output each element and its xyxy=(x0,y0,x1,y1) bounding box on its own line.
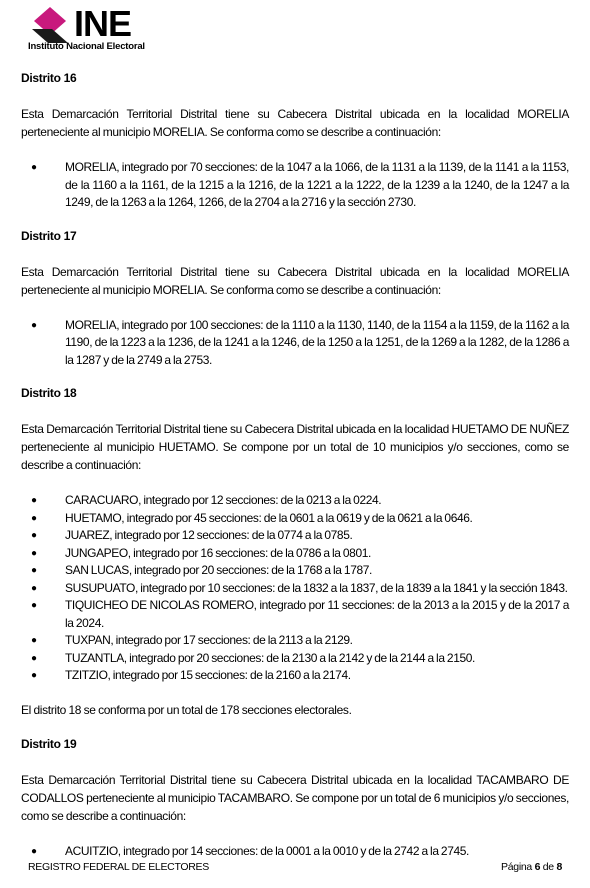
list-item: ● JUNGAPEO, integrado por 16 secciones: de la 0786 a la 0801. xyxy=(65,545,569,563)
district-heading: Distrito 17 xyxy=(21,228,77,243)
list-item: ● MORELIA, integrado por 100 secciones: de la 1110 a la 1130, 1140, de la 1154 a la 1159, de la 1162 a la 1190, de la 1223 a la 1236, de la 1241 a la 1246, de la 1250 a la 1251, de la 1269 a la 1282, de la 1286 a la 1287 y de la 2749 a la 2753. xyxy=(31,317,569,367)
district-municipality-list xyxy=(21,492,569,685)
logo-subtitle: Instituto Nacional Electoral xyxy=(28,41,145,52)
list-item: ● TUZANTLA, integrado por 20 secciones: de la 2130 a la 2142 y de la 2144 a la 2150. xyxy=(65,650,569,668)
list-item: ● ACUITZIO, integrado por 14 secciones: de la 0001 a la 0010 y de la 2742 a la 2745. xyxy=(65,843,569,861)
list-item: ● TUXPAN, integrado por 17 secciones: de la 2113 a la 2129. xyxy=(65,632,569,650)
bullet-icon: ● xyxy=(31,670,37,681)
district-heading: Distrito 18 xyxy=(21,386,77,400)
district-heading: Distrito 16 xyxy=(21,71,77,85)
bullet-icon: ● xyxy=(31,512,37,524)
list-item: ● HUETAMO, integrado por 45 secciones: de la 0601 a la 0619 y de la 0621 a la 0646. xyxy=(65,510,569,528)
district-closing: El distrito 18 se conforma por un total de 178 secciones electorales. xyxy=(21,702,352,717)
district-heading: Distrito 19 xyxy=(21,736,77,751)
bullet-icon: ● xyxy=(31,565,37,576)
bullet-icon: ● xyxy=(31,319,37,331)
logo-title: INE xyxy=(74,3,132,44)
list-item: ● TZITZIO, integrado por 15 secciones: de la 2160 a la 2174. xyxy=(65,667,569,685)
bullet-icon: ● xyxy=(31,547,37,559)
ine-emblem-icon xyxy=(28,5,76,45)
bullet-icon: ● xyxy=(31,652,37,664)
page-number: Página 6 de 8 xyxy=(501,861,562,873)
district-19-section xyxy=(21,735,569,861)
list-item: ● CARACUARO, integrado por 12 secciones: de la 0213 a la 0224. xyxy=(65,492,569,510)
list-item: ● JUAREZ, integrado por 12 secciones: de la 0774 a la 0785. xyxy=(65,527,569,545)
district-intro: Esta Demarcación Territorial Distrital tiene su Cabecera Distrital ubicada en la localidad MORELIA perteneciente al municipio MORELIA. Se conforma como se describe a continuación: xyxy=(21,107,569,139)
list-item: ● SAN LUCAS, integrado por 20 secciones: de la 1768 a la 1787. xyxy=(65,562,569,580)
district-17-section xyxy=(21,227,569,370)
bullet-icon: ● xyxy=(31,635,37,646)
ine-logo xyxy=(26,5,186,51)
list-item: ● MORELIA, integrado por 70 secciones: de la 1047 a la 1066, de la 1131 a la 1139, de la 1141 a la 1153, de la 1160 a la 1161, de la 1215 a la 1216, de la 1221 a la 1222, de la 1239 a la 1240, de la 1247 a la 1249, de la 1263 a la 1264, 1266, de la 2704 a la 2716 y la sección 2730. xyxy=(31,160,569,209)
district-intro: Esta Demarcación Territorial Distrital tiene su Cabecera Distrital ubicada en la localidad HUETAMO DE NUÑEZ perteneciente al municipio HUETAMO. Se compone por un total de 10 municipios y/o secciones, como se describe a continuación: xyxy=(21,422,569,472)
district-intro: Esta Demarcación Territorial Distrital tiene su Cabecera Distrital ubicada en la localidad TACAMBARO DE CODALLOS perteneciente al municipio TACAMBARO. Se compone por un total de 6 municipios y/o secciones, como se describe a continuación: xyxy=(21,772,569,823)
district-16-section xyxy=(21,69,569,212)
footer-organization: REGISTRO FEDERAL DE ELECTORES xyxy=(28,861,209,873)
district-municipality-list xyxy=(21,159,569,212)
bullet-icon: ● xyxy=(31,600,37,611)
bullet-icon: ● xyxy=(31,495,37,506)
district-municipality-list xyxy=(21,843,569,861)
district-intro: Esta Demarcación Territorial Distrital tiene su Cabecera Distrital ubicada en la localidad MORELIA perteneciente al municipio MORELIA. Se conforma como se describe a continuación: xyxy=(21,264,569,297)
district-municipality-list xyxy=(21,317,569,370)
list-item: ● SUSUPUATO, integrado por 10 secciones: de la 1832 a la 1837, de la 1839 a la 1841 y la sección 1843. xyxy=(65,580,569,598)
list-item: ● TIQUICHEO DE NICOLAS ROMERO, integrado por 11 secciones: de la 2013 a la 2015 y de la 2017 a la 2024. xyxy=(31,598,569,630)
bullet-icon: ● xyxy=(31,162,37,173)
district-18-section xyxy=(21,384,569,719)
document-body xyxy=(21,69,569,860)
bullet-icon: ● xyxy=(31,845,37,857)
bullet-icon: ● xyxy=(31,530,37,541)
bullet-icon: ● xyxy=(31,582,37,594)
